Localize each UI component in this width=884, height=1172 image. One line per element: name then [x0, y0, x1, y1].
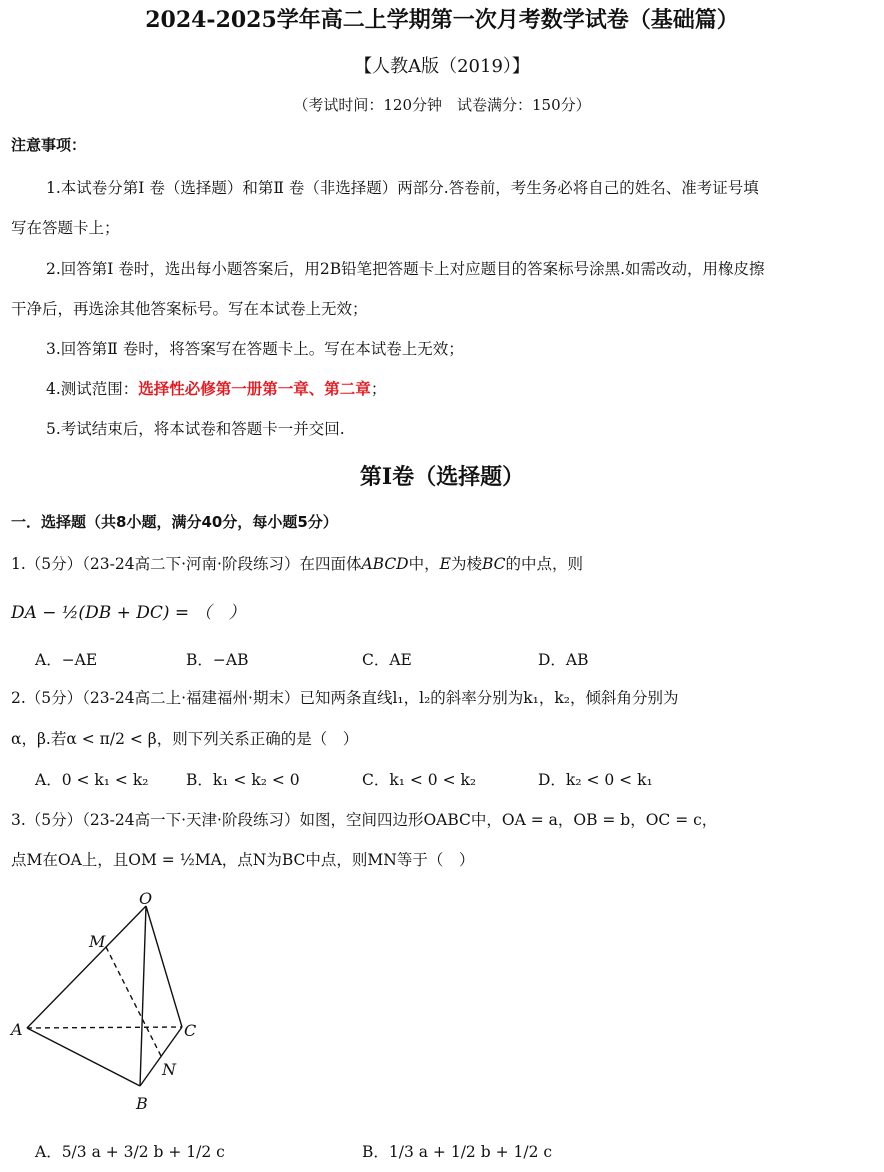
notice-item-4-label: 4.测试范围： — [46, 380, 139, 398]
edition-label: 【人教A版（2019）】 — [354, 56, 530, 77]
label-m: M — [89, 932, 106, 951]
notice-item-1: 1.本试卷分第Ⅰ 卷（选择题）和第Ⅱ 卷（非选择题）两部分.答卷前，考生务必将自己的姓名、准考证号填 — [46, 179, 759, 197]
q1-option-a: A．−AE — [35, 651, 98, 669]
notice-item-4 — [46, 377, 386, 399]
q1-option-c: C．AE — [362, 651, 412, 669]
document-title: 2024-2025学年高二上学期第一次月考数学试卷（基础篇） — [145, 7, 739, 33]
section-title: 第Ⅰ卷（选择题） — [359, 464, 525, 490]
label-o: O — [139, 889, 153, 908]
segment-mn-dashed — [106, 947, 161, 1056]
question-3-stem: 3.（5分）（23-24高一下·天津·阶段练习）如图，空间四边形OABC中，OA = a，OB = b，OC = c， — [11, 811, 718, 829]
test-scope: 选择性必修第一册第一章、第二章 — [138, 380, 371, 398]
q2-option-d: D．k₂ < 0 < k₁ — [538, 771, 653, 789]
q1-mid1: 中， — [408, 555, 440, 573]
notice-item-2-cont: 干净后，再选涂其他答案标号。写在本试卷上无效； — [11, 300, 368, 318]
part-heading: 一．选择题（共8小题，满分40分，每小题5分） — [11, 513, 338, 531]
q3-option-a: A．5/3 a + 3/2 b + 1/2 c — [35, 1143, 225, 1161]
q1-option-b: B．−AB — [186, 651, 249, 669]
tetrahedron-figure — [0, 886, 220, 1116]
q1-mid2: 为棱 — [450, 555, 482, 573]
notice-heading: 注意事项： — [11, 136, 87, 154]
question-1-expression: DA − ½(DB + DC) = （ ） — [11, 603, 246, 623]
notice-item-2: 2.回答第Ⅰ 卷时，选出每小题答案后，用2B铅笔把答题卡上对应题目的答案标号涂黑.如需改动，用橡皮擦 — [46, 260, 765, 278]
q1-option-d: D．AB — [538, 651, 589, 669]
notice-item-4-end: ； — [370, 380, 387, 398]
exam-info: （考试时间：120分钟 试卷满分：150分） — [293, 96, 591, 114]
q1-math-abcd: ABCD — [361, 555, 409, 573]
edge-oa — [27, 906, 146, 1028]
q1-prefix: 1.（5分）（23-24高二下·河南·阶段练习）在四面体 — [11, 555, 362, 573]
label-c: C — [184, 1021, 197, 1040]
edge-oc — [146, 906, 182, 1027]
question-2-stem: 2.（5分）（23-24高二上·福建福州·期末）已知两条直线l₁，l₂的斜率分别为k₁，k₂，倾斜角分别为 — [11, 689, 679, 707]
edge-ob — [140, 906, 146, 1086]
question-2-stem-cont: α，β.若α < π/2 < β，则下列关系正确的是（ ） — [11, 730, 359, 748]
edge-ac-dashed — [27, 1027, 182, 1028]
label-n: N — [162, 1060, 176, 1079]
question-1-stem — [11, 552, 583, 574]
edge-ab — [27, 1028, 140, 1086]
notice-item-1-cont: 写在答题卡上； — [11, 219, 120, 237]
q2-option-c: C．k₁ < 0 < k₂ — [362, 771, 477, 789]
notice-item-3: 3.回答第Ⅱ 卷时，将答案写在答题卡上。写在本试卷上无效； — [46, 340, 464, 358]
q1-suffix: 的中点，则 — [505, 555, 584, 573]
question-3-stem-cont: 点M在OA上，且OM = ½MA，点N为BC中点，则MN等于（ ） — [11, 851, 475, 869]
label-b: B — [136, 1094, 148, 1113]
q3-option-b: B．1/3 a + 1/2 b + 1/2 c — [362, 1143, 553, 1161]
q1-math-e: E — [439, 555, 451, 573]
notice-item-5: 5.考试结束后，将本试卷和答题卡一并交回. — [46, 420, 345, 438]
label-a: A — [11, 1020, 23, 1039]
q2-option-a: A．0 < k₁ < k₂ — [35, 771, 149, 789]
q2-option-b: B．k₁ < k₂ < 0 — [186, 771, 300, 789]
q1-math-bc: BC — [481, 555, 506, 573]
